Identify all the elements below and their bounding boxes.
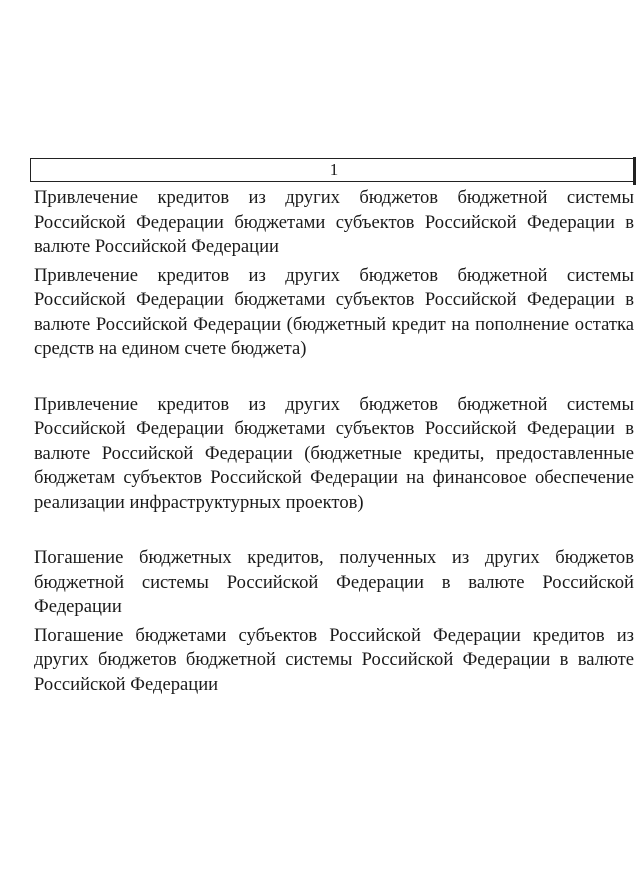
row-divider	[34, 362, 634, 393]
row-divider	[34, 515, 634, 546]
table-row: Привлечение кредитов из других бюджетов бюджетной системы Российской Федерации бюджетами субъектов Российской Федерации в валюте Российской Федерации (бюджетный кредит на пополнение остатка средств на едином счете бюджета)	[34, 264, 634, 359]
table-body	[34, 186, 634, 697]
table-row: Привлечение кредитов из других бюджетов бюджетной системы Российской Федерации бюджетами субъектов Российской Федерации в валюте Российской Федерации (бюджетные кредиты, предоставленные бюджетам субъектов Российской Федерации на финансовое обеспечение реализации инфраструктурных проектов)	[34, 393, 634, 513]
column-number: 1	[329, 160, 339, 179]
table-column-header	[30, 158, 636, 182]
table-row: Погашение бюджетных кредитов, полученных из других бюджетов бюджетной системы Российской Федерации в валюте Российской Федерации	[34, 547, 634, 617]
table-row: Погашение бюджетами субъектов Российской Федерации кредитов из других бюджетов бюджетной системы Российской Федерации в валюте Российской Федерации	[34, 624, 634, 695]
table-border-edge	[633, 157, 636, 185]
table-row: Привлечение кредитов из других бюджетов бюджетной системы Российской Федерации бюджетами субъектов Российской Федерации в валюте Российской Федерации	[34, 187, 634, 257]
